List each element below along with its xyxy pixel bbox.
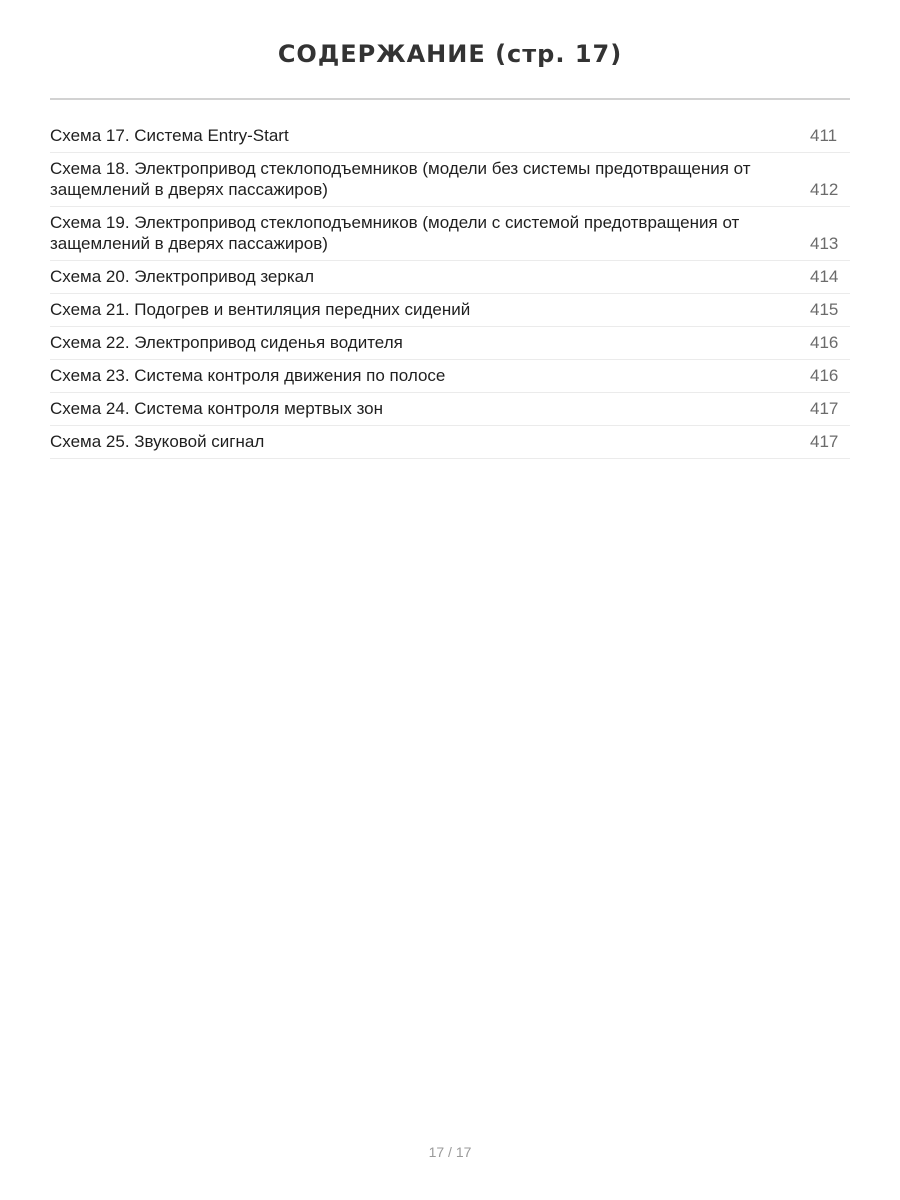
toc-entry-18[interactable]: [50, 153, 850, 207]
toc-entry-title: Схема 24. Система контроля мертвых зон: [50, 399, 384, 418]
toc-entry-title: Схема 18. Электропривод стеклоподъемников (модели без системы предотвращения от защемлений в дверях пассажиров): [50, 159, 751, 199]
toc-entry-page: 414: [810, 267, 839, 286]
page-number-indicator: 17 / 17: [428, 1144, 472, 1160]
toc-entry-title: Схема 20. Электропривод зеркал: [50, 267, 315, 286]
table-of-contents: [50, 120, 850, 459]
toc-entry-title: Схема 25. Звуковой сигнал: [50, 432, 265, 451]
toc-entry-20[interactable]: [50, 261, 850, 294]
toc-entry-page: 411: [810, 126, 838, 145]
toc-entry-page: 417: [810, 399, 839, 418]
toc-entry-25[interactable]: [50, 426, 850, 459]
toc-entry-page: 415: [810, 300, 839, 319]
toc-entry-title: Схема 22. Электропривод сиденья водителя: [50, 333, 403, 352]
toc-entry-23[interactable]: [50, 360, 850, 393]
toc-entry-19[interactable]: [50, 207, 850, 261]
toc-entry-22[interactable]: [50, 327, 850, 360]
toc-entry-24[interactable]: [50, 393, 850, 426]
toc-entry-page: 416: [810, 366, 839, 385]
title-divider: [50, 98, 850, 100]
toc-entry-title: Схема 21. Подогрев и вентиляция передних сидений: [50, 300, 471, 319]
toc-entry-page: 413: [810, 234, 839, 253]
toc-entry-21[interactable]: [50, 294, 850, 327]
toc-entry-title: Схема 23. Система контроля движения по полосе: [50, 366, 446, 385]
toc-entry-title: Схема 17. Система Entry-Start: [50, 126, 289, 145]
toc-entry-title: Схема 19. Электропривод стеклоподъемников (модели с системой предотвращения от защемлений в дверях пассажиров): [50, 213, 740, 253]
toc-entry-page: 416: [810, 333, 839, 352]
toc-entry-17[interactable]: [50, 120, 850, 153]
toc-entry-page: 412: [810, 180, 839, 199]
page-title: СОДЕРЖАНИЕ (стр. 17): [277, 40, 623, 68]
toc-entry-page: 417: [810, 432, 839, 451]
